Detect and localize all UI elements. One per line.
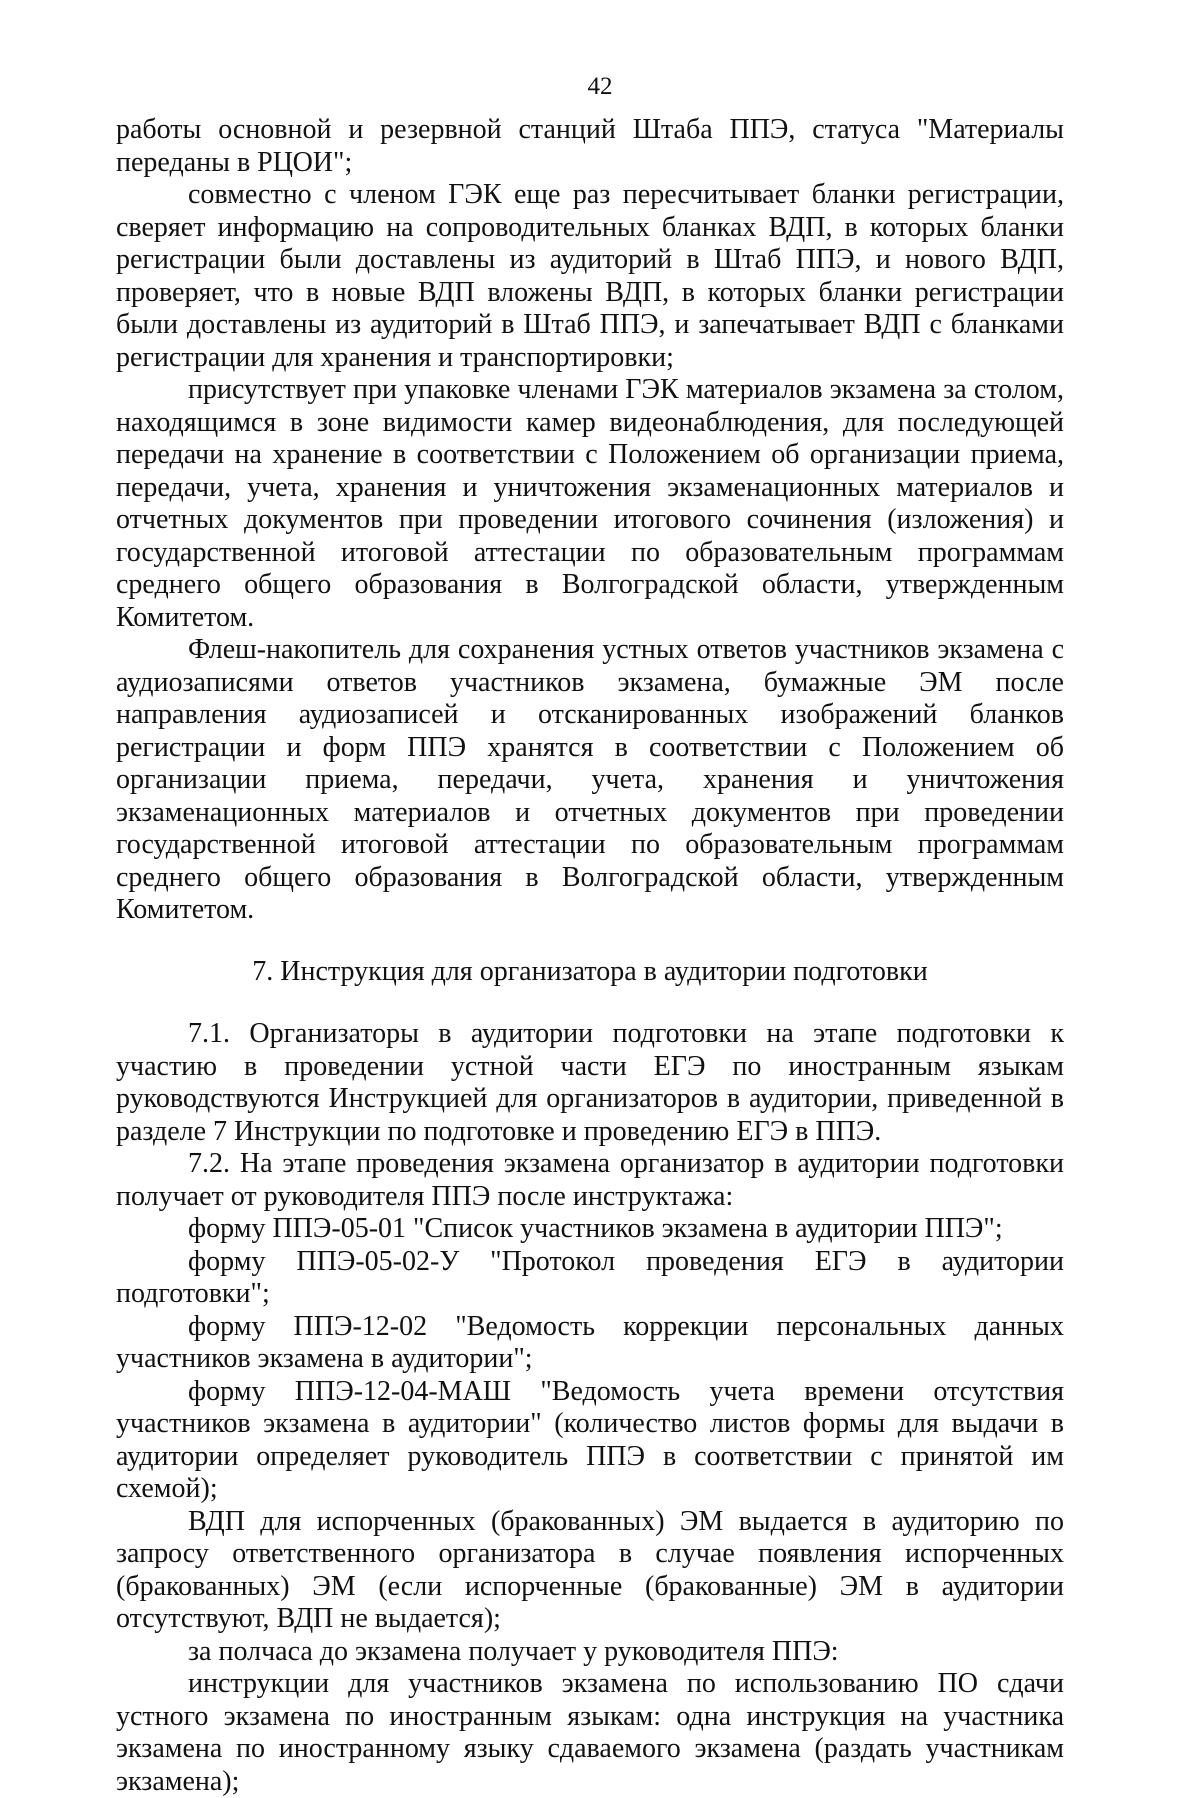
paragraph: присутствует при упаковке членами ГЭК материалов экзамена за столом, находящимся в зоне видимости камер видеонаблюдения, для последующей передачи на хранение в соответствии с Положением об организации приема, передачи, учета, хранения и уничтожения экзаменационных материалов и отчетных документов при проведении итогового сочинения (изложения) и государственной итоговой аттестации по образовательным программам среднего общего образования в Волгоградской области, утвержденным Комитетом. <box>116 374 1064 633</box>
list-item-form: форму ППЭ-05-02-У "Протокол проведения ЕГЭ в аудитории подготовки"; <box>116 1245 1064 1309</box>
paragraph-continuation: работы основной и резервной станций Штаба ППЭ, статуса "Материалы переданы в РЦОИ"; <box>116 114 1064 178</box>
paragraph: совместно с членом ГЭК еще раз пересчитывает бланки регистрации, сверяет информацию на сопроводительных бланках ВДП, в которых бланки регистрации были доставлены из аудиторий в Штаб ППЭ, и нового ВДП, проверяет, что в новые ВДП вложены ВДП, в которых бланки регистрации были доставлены из аудиторий в Штаб ППЭ, и запечатывает ВДП с бланками регистрации для хранения и транспортировки; <box>116 179 1064 373</box>
paragraph-7-2: 7.2. На этапе проведения экзамена организатор в аудитории подготовки получает от руководителя ППЭ после инструктажа: <box>116 1148 1064 1212</box>
list-item-form: форму ППЭ-12-02 "Ведомость коррекции персональных данных участников экзамена в аудитории"; <box>116 1310 1064 1374</box>
list-item-form: форму ППЭ-05-01 "Список участников экзамена в аудитории ППЭ"; <box>188 1213 1003 1244</box>
list-item: ВДП для испорченных (бракованных) ЭМ выдается в аудиторию по запросу ответственного организатора в случае появления испорченных (бракованных) ЭМ (если испорченные (бракованные) ЭМ в аудитории отсутствуют, ВДП не выдается); <box>116 1505 1064 1634</box>
list-item-form: форму ППЭ-12-04-МАШ "Ведомость учета времени отсутствия участников экзамена в аудитории" (количество листов формы для выдачи в аудитории определяет руководитель ППЭ в соответствии с принятой им схемой); <box>116 1375 1064 1504</box>
paragraph: Флеш-накопитель для сохранения устных ответов участников экзамена с аудиозаписями ответов участников экзамена, бумажные ЭМ после направления аудиозаписей и отсканированных изображений бланков регистрации и форм ППЭ хранятся в соответствии с Положением об организации приема, передачи, учета, хранения и уничтожения экзаменационных материалов и отчетных документов при проведении государственной итоговой аттестации по образовательным программам среднего общего образования в Волгоградской области, утвержденным Комитетом. <box>116 634 1064 925</box>
list-item: инструкции для участников экзамена по использованию ПО сдачи устного экзамена по иностранным языкам: одна инструкция на участника экзамена по иностранному языку сдаваемого экзамена (раздать участникам экзамена); <box>116 1668 1064 1797</box>
document-body <box>116 114 1064 1798</box>
paragraph-7-1: 7.1. Организаторы в аудитории подготовки на этапе подготовки к участию в проведении устной части ЕГЭ по иностранным языкам руководствуются Инструкцией для организаторов в аудитории, приведенной в разделе 7 Инструкции по подготовке и проведению ЕГЭ в ППЭ. <box>116 1018 1064 1147</box>
list-item: за полчаса до экзамена получает у руководителя ППЭ: <box>188 1635 839 1667</box>
section-heading: 7. Инструкция для организатора в аудитории подготовки <box>252 955 928 987</box>
page-number: 42 <box>587 73 613 100</box>
